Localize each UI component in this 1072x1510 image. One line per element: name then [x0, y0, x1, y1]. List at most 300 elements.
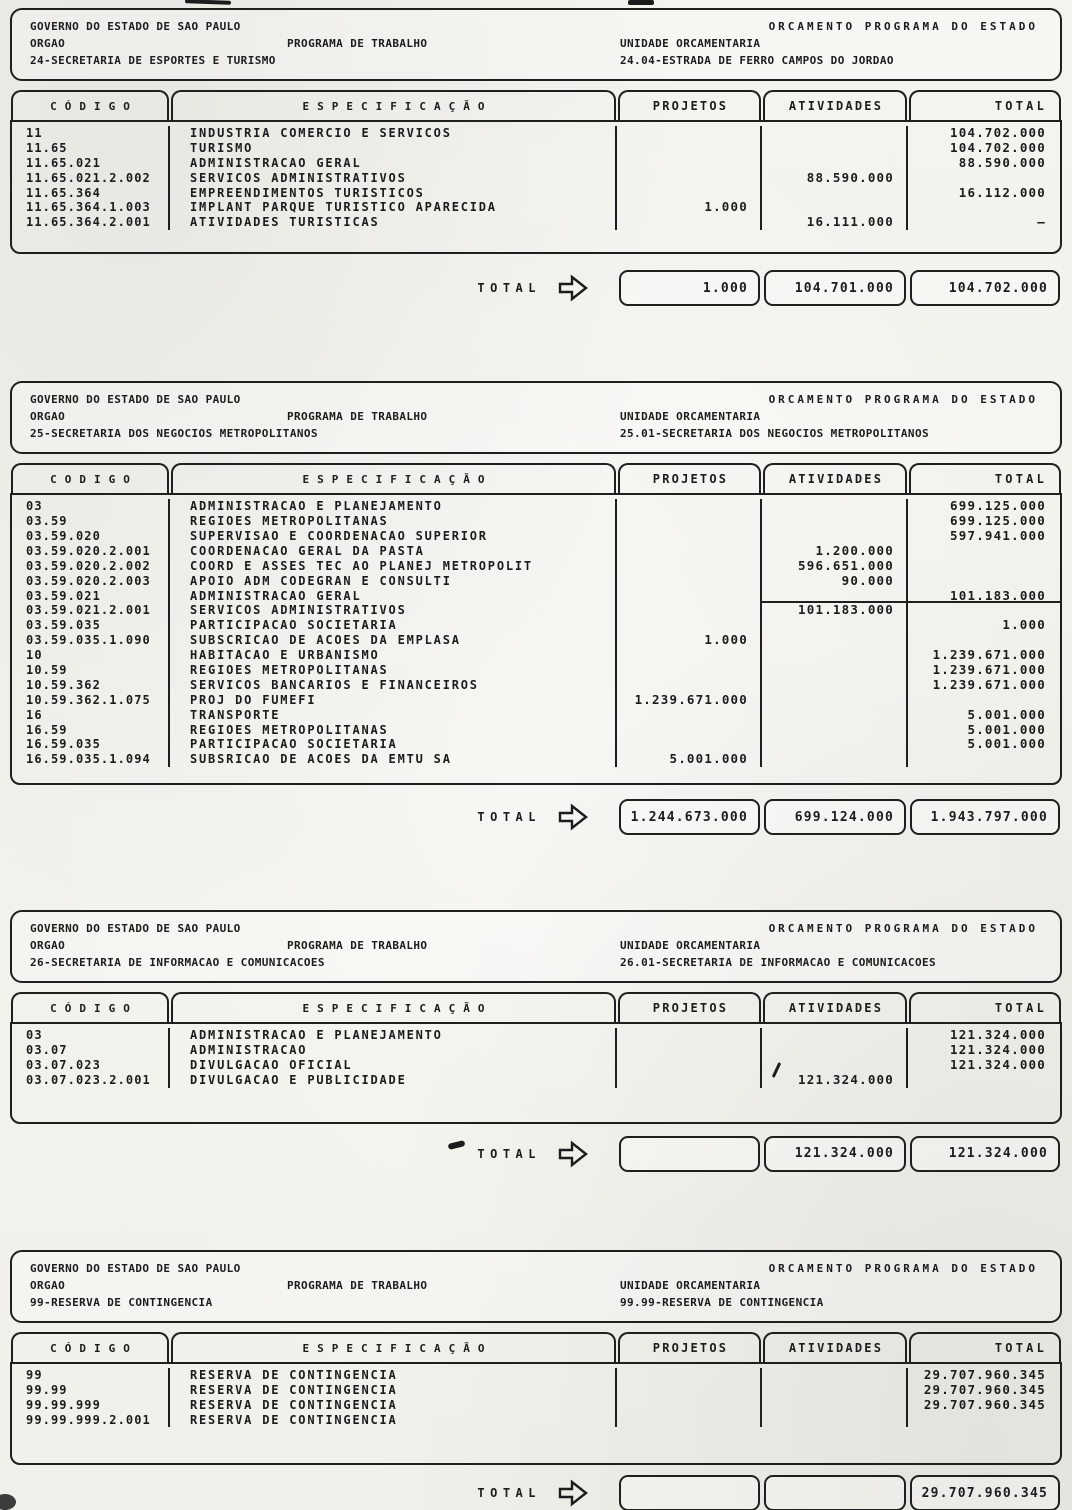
total-atividades-box: 104.701.000: [764, 270, 906, 306]
unidade-orcamentaria-label: UNIDADE ORCAMENTARIA: [620, 1278, 761, 1292]
row-codigo: 03.59.020.2.002: [12, 559, 170, 574]
row-projetos-value: [617, 589, 762, 604]
section-header-box: [10, 910, 1062, 983]
row-total-value: 104.702.000: [950, 125, 1046, 140]
table-total-row: [10, 270, 1062, 306]
row-projetos-value: [617, 544, 762, 559]
row-total-value: 101.183.000: [908, 589, 1060, 604]
table-row: [12, 186, 1060, 201]
row-codigo: 10.59.362.1.075: [12, 693, 170, 708]
row-atividades-value: 101.183.000: [762, 603, 908, 618]
total-projetos-box: [619, 1136, 760, 1172]
column-header-projetos: PROJETOS: [618, 463, 761, 493]
orgao-label: ORGAO: [30, 939, 66, 953]
row-projetos-value: 1.000: [617, 200, 762, 215]
table-column-headers: [10, 463, 1062, 493]
column-header-atividades: ATIVIDADES: [763, 992, 907, 1022]
table-row: [12, 499, 1060, 514]
row-projetos-value: [617, 663, 762, 678]
column-header-codigo: CÓDIGO: [11, 992, 169, 1022]
table-row: [12, 737, 1060, 752]
row-atividades-value: [762, 618, 908, 633]
row-atividades-value: [762, 648, 908, 663]
row-codigo: 03.07.023.2.001: [12, 1073, 170, 1088]
header-right-block: [596, 1260, 1060, 1311]
row-especificacao: RESERVA DE CONTINGENCIA: [170, 1383, 617, 1398]
row-codigo: 03.59.035: [12, 618, 170, 633]
budget-section: [10, 910, 1062, 1172]
row-projetos-value: [617, 723, 762, 738]
sections-container: [10, 8, 1062, 1510]
column-header-especificacao: ESPECIFICAÇÃO: [171, 90, 616, 120]
row-total-value: [908, 171, 1060, 186]
total-arrow-icon: [555, 1478, 591, 1508]
row-codigo: 10.59.362: [12, 678, 170, 693]
unidade-orcamentaria-label: UNIDADE ORCAMENTARIA: [620, 37, 761, 50]
row-especificacao: SERVICOS BANCARIOS E FINANCEIROS: [170, 678, 617, 693]
document-title: ORCAMENTO PROGRAMA DO ESTADO: [768, 20, 1038, 33]
row-especificacao: COORDENACAO GERAL DA PASTA: [170, 544, 617, 559]
total-label-group: [10, 273, 617, 303]
row-codigo: 99: [12, 1368, 170, 1383]
row-atividades-value: 88.590.000: [762, 171, 908, 186]
row-codigo: 10.59: [12, 663, 170, 678]
row-especificacao: RESERVA DE CONTINGENCIA: [170, 1398, 617, 1413]
budget-section: [10, 1250, 1062, 1510]
total-label: TOTAL: [477, 810, 541, 825]
row-codigo: 16.59.035.1.094: [12, 752, 170, 767]
table-row: [12, 1073, 1060, 1088]
row-atividades-value: [762, 693, 908, 708]
row-projetos-value: [617, 603, 762, 618]
orgao-line: [30, 937, 596, 954]
total-label: TOTAL: [477, 1486, 541, 1501]
row-total-value: 29.707.960.345: [923, 1366, 1046, 1382]
row-total-value: 699.125.000: [950, 513, 1046, 529]
total-arrow-icon: [555, 1139, 591, 1169]
table-row: [12, 1028, 1060, 1043]
table-row: [12, 1043, 1060, 1058]
row-codigo: 16.59: [12, 723, 170, 738]
column-header-total: TOTAL: [909, 1332, 1061, 1362]
row-atividades-value: [762, 499, 908, 514]
row-total-value: 104.702.000: [950, 139, 1046, 155]
row-total-value: [908, 200, 1060, 215]
row-codigo: 03: [12, 1028, 170, 1043]
unidade-orcamentaria-value: 25.01-SECRETARIA DOS NEGOCIOS METROPOLITANOS: [620, 427, 929, 441]
total-atividades-box: 121.324.000: [764, 1136, 906, 1172]
row-projetos-value: [617, 514, 762, 529]
row-projetos-value: [617, 156, 762, 171]
row-atividades-value: [762, 529, 908, 544]
header-left-block: [12, 1260, 596, 1311]
column-header-projetos: PROJETOS: [618, 1332, 761, 1362]
orgao-line: [30, 408, 596, 425]
total-label-group: [10, 802, 617, 832]
programa-de-trabalho-label: PROGRAMA DE TRABALHO: [287, 37, 428, 50]
row-especificacao: SUPERVISAO E COORDENACAO SUPERIOR: [170, 529, 617, 544]
row-especificacao: IMPLANT PARQUE TURISTICO APARECIDA: [170, 200, 617, 215]
row-atividades-value: 16.111.000: [762, 215, 908, 230]
row-total-value: [908, 693, 1060, 708]
row-especificacao: SERVICOS ADMINISTRATIVOS: [170, 603, 617, 618]
header-right-block: [596, 920, 1060, 971]
orgao-value: 25-SECRETARIA DOS NEGOCIOS METROPOLITANOS: [30, 427, 318, 441]
row-projetos-value: [617, 678, 762, 693]
scan-artifact-mark: [185, 0, 231, 5]
row-total-value: 1.239.671.000: [932, 662, 1046, 678]
government-title: GOVERNO DO ESTADO DE SAO PAULO: [30, 1261, 241, 1275]
row-projetos-value: 5.001.000: [617, 752, 762, 767]
unidade-orcamentaria-label: UNIDADE ORCAMENTARIA: [620, 939, 761, 953]
row-codigo: 03.59.020.2.001: [12, 544, 170, 559]
row-projetos-value: [617, 1043, 762, 1058]
row-projetos-value: [617, 141, 762, 156]
row-especificacao: REGIOES METROPOLITANAS: [170, 514, 617, 529]
row-projetos-value: [617, 126, 762, 141]
row-atividades-value: 596.651.000: [762, 559, 908, 574]
row-especificacao: PARTICIPACAO SOCIETARIA: [170, 618, 617, 633]
row-total-value: [908, 544, 1060, 559]
table-row: [12, 678, 1060, 693]
row-total-value: [908, 603, 1060, 618]
total-label-group: [10, 1478, 617, 1508]
row-codigo: 99.99.999.2.001: [12, 1413, 170, 1428]
row-atividades-value: 121.324.000: [762, 1073, 908, 1088]
programa-de-trabalho-label: PROGRAMA DE TRABALHO: [287, 1278, 428, 1292]
orgao-value: 26-SECRETARIA DE INFORMACAO E COMUNICACOES: [30, 956, 325, 970]
table-column-headers: [10, 992, 1062, 1022]
row-especificacao: ADMINISTRACAO: [170, 1043, 617, 1058]
table-total-row: [10, 799, 1062, 835]
row-total-value: 121.324.000: [950, 1057, 1046, 1073]
column-header-atividades: ATIVIDADES: [763, 1332, 907, 1362]
document-title: ORCAMENTO PROGRAMA DO ESTADO: [768, 1261, 1038, 1275]
total-projetos-box: 1.000: [619, 270, 760, 306]
row-total-value: —: [1037, 214, 1046, 230]
table-body: [10, 120, 1062, 254]
row-especificacao: INDUSTRIA COMERCIO E SERVICOS: [170, 126, 617, 141]
row-total-value: [908, 1413, 1060, 1428]
row-especificacao: SERVICOS ADMINISTRATIVOS: [170, 171, 617, 186]
row-projetos-value: [617, 1028, 762, 1043]
row-atividades-value: [762, 663, 908, 678]
row-atividades-value: [762, 1368, 908, 1383]
column-header-codigo: CÓDIGO: [11, 1332, 169, 1362]
row-projetos-value: [617, 1413, 762, 1428]
column-header-especificacao: ESPECIFICAÇÃO: [171, 1332, 616, 1362]
row-especificacao: APOIO ADM CODEGRAN E CONSULTI: [170, 574, 617, 589]
orgao-label: ORGAO: [30, 410, 66, 424]
table-row: [12, 723, 1060, 738]
table-row: [12, 514, 1060, 529]
budget-section: [10, 8, 1062, 306]
row-projetos-value: 1.239.671.000: [617, 693, 762, 708]
row-codigo: 11.65.021.2.002: [12, 171, 170, 186]
row-projetos-value: [617, 1073, 762, 1088]
row-especificacao: ADMINISTRACAO E PLANEJAMENTO: [170, 1028, 617, 1043]
row-codigo: 16: [12, 708, 170, 723]
row-total-value: 5.001.000: [967, 721, 1046, 737]
table-row: [12, 171, 1060, 186]
row-especificacao: ATIVIDADES TURISTICAS: [170, 215, 617, 230]
unidade-orcamentaria-value: 24.04-ESTRADA DE FERRO CAMPOS DO JORDAO: [620, 54, 894, 67]
table-row: [12, 574, 1060, 589]
row-codigo: 11.65: [12, 141, 170, 156]
document-title: ORCAMENTO PROGRAMA DO ESTADO: [768, 922, 1038, 936]
row-projetos-value: [617, 618, 762, 633]
table-row: [12, 663, 1060, 678]
table-body: [10, 493, 1062, 785]
row-especificacao: PROJ DO FUMEFI: [170, 693, 617, 708]
header-right-block: [596, 391, 1060, 442]
row-total-value: [908, 1073, 1060, 1088]
programa-de-trabalho-label: PROGRAMA DE TRABALHO: [287, 939, 428, 953]
table-row: [12, 200, 1060, 215]
section-header-box: [10, 1250, 1062, 1323]
table-row: [12, 559, 1060, 574]
row-atividades-value: [762, 186, 908, 201]
total-atividades-box: [764, 1475, 906, 1510]
row-especificacao: RESERVA DE CONTINGENCIA: [170, 1413, 617, 1428]
row-total-value: 1.239.671.000: [932, 676, 1046, 692]
total-total-box: 29.707.960.345: [910, 1475, 1060, 1510]
row-especificacao: REGIOES METROPOLITANAS: [170, 663, 617, 678]
scan-artifact-mark: [628, 0, 654, 5]
table-total-row: [10, 1136, 1062, 1172]
table-body: [10, 1362, 1062, 1466]
row-atividades-value: [762, 678, 908, 693]
section-header-box: [10, 8, 1062, 81]
row-especificacao: TRANSPORTE: [170, 708, 617, 723]
row-codigo: 03.07: [12, 1043, 170, 1058]
column-header-projetos: PROJETOS: [618, 90, 761, 120]
table-row: [12, 618, 1060, 633]
row-especificacao: REGIOES METROPOLITANAS: [170, 723, 617, 738]
row-projetos-value: [617, 574, 762, 589]
table-row: [12, 633, 1060, 648]
column-header-especificacao: ESPECIFICAÇÃO: [171, 992, 616, 1022]
total-projetos-box: 1.244.673.000: [619, 799, 760, 835]
table-row: [12, 544, 1060, 559]
row-projetos-value: [617, 1383, 762, 1398]
row-atividades-value: [762, 1043, 908, 1058]
row-atividades-value: [762, 141, 908, 156]
total-arrow-icon: [555, 273, 591, 303]
row-especificacao: TURISMO: [170, 141, 617, 156]
row-projetos-value: [617, 529, 762, 544]
table-row: [12, 648, 1060, 663]
row-codigo: 03.07.023: [12, 1058, 170, 1073]
table-row: [12, 693, 1060, 708]
row-total-value: [908, 574, 1060, 589]
table-row: [12, 603, 1060, 618]
row-codigo: 03.59.020.2.003: [12, 574, 170, 589]
row-total-value: 5.001.000: [967, 706, 1046, 722]
row-codigo: 99.99.999: [12, 1398, 170, 1413]
row-codigo: 03.59.021.2.001: [12, 603, 170, 618]
table-row: [12, 1383, 1060, 1398]
row-codigo: 11.65.364: [12, 186, 170, 201]
row-codigo: 03.59.021: [12, 589, 170, 604]
government-title: GOVERNO DO ESTADO DE SAO PAULO: [30, 20, 241, 33]
row-atividades-value: 1.200.000: [762, 544, 908, 559]
row-total-value: 121.324.000: [950, 1042, 1046, 1058]
row-especificacao: ADMINISTRACAO E PLANEJAMENTO: [170, 499, 617, 514]
column-header-especificacao: ESPECIFICAÇÃO: [171, 463, 616, 493]
row-especificacao: RESERVA DE CONTINGENCIA: [170, 1368, 617, 1383]
row-atividades-value: [762, 737, 908, 752]
orgao-line: [30, 35, 596, 52]
row-atividades-value: [762, 514, 908, 529]
row-atividades-value: [762, 723, 908, 738]
unidade-orcamentaria-value: 26.01-SECRETARIA DE INFORMACAO E COMUNICACOES: [620, 956, 937, 970]
row-projetos-value: [617, 215, 762, 230]
row-total-value: 699.125.000: [950, 498, 1046, 514]
row-especificacao: DIVULGACAO E PUBLICIDADE: [170, 1073, 617, 1088]
total-atividades-box: 699.124.000: [764, 799, 906, 835]
row-especificacao: COORD E ASSES TEC AO PLANEJ METROPOLIT: [170, 559, 617, 574]
table-row: [12, 1368, 1060, 1383]
row-atividades-value: [762, 1058, 908, 1073]
column-header-atividades: ATIVIDADES: [763, 90, 907, 120]
row-total-value: [908, 559, 1060, 574]
row-atividades-value: [762, 200, 908, 215]
row-especificacao: ADMINISTRACAO GERAL: [170, 156, 617, 171]
column-header-total: TOTAL: [909, 463, 1061, 493]
row-total-value: [908, 752, 1060, 767]
total-arrow-icon: [555, 802, 591, 832]
table-body: [10, 1022, 1062, 1124]
table-row: [12, 1413, 1060, 1428]
row-atividades-value: [762, 708, 908, 723]
row-projetos-value: [617, 708, 762, 723]
row-projetos-value: [617, 1398, 762, 1413]
budget-section: [10, 381, 1062, 835]
table-row: [12, 156, 1060, 171]
document-title: ORCAMENTO PROGRAMA DO ESTADO: [768, 393, 1038, 407]
row-codigo: 03.59: [12, 514, 170, 529]
row-atividades-value: 90.000: [762, 574, 908, 589]
orgao-line: [30, 1277, 596, 1294]
row-total-value: 88.590.000: [958, 154, 1046, 170]
total-total-box: 121.324.000: [910, 1136, 1060, 1172]
header-left-block: [12, 391, 596, 442]
row-especificacao: DIVULGACAO OFICIAL: [170, 1058, 617, 1073]
row-atividades-value: [762, 1398, 908, 1413]
government-title: GOVERNO DO ESTADO DE SAO PAULO: [30, 393, 241, 407]
row-codigo: 11.65.364.1.003: [12, 200, 170, 215]
row-codigo: 10: [12, 648, 170, 663]
row-codigo: 03.59.035.1.090: [12, 633, 170, 648]
section-header-box: [10, 381, 1062, 454]
row-projetos-value: [617, 1368, 762, 1383]
row-atividades-value: [762, 156, 908, 171]
row-total-value: [908, 633, 1060, 648]
table-row: [12, 708, 1060, 723]
row-projetos-value: [617, 648, 762, 663]
row-total-value: 16.112.000: [958, 184, 1046, 200]
column-header-projetos: PROJETOS: [618, 992, 761, 1022]
row-atividades-value: [762, 1383, 908, 1398]
table-row: [12, 1398, 1060, 1413]
row-codigo: 03: [12, 499, 170, 514]
row-codigo: 11: [12, 126, 170, 141]
total-label: TOTAL: [477, 1146, 541, 1161]
header-left-block: [12, 18, 596, 69]
table-row: [12, 589, 1060, 604]
total-total-box: 104.702.000: [910, 270, 1060, 306]
row-projetos-value: 1.000: [617, 633, 762, 648]
header-right-block: [596, 18, 1060, 69]
table-row: [12, 1058, 1060, 1073]
row-total-value: 29.707.960.345: [923, 1381, 1046, 1397]
row-especificacao: ADMINISTRACAO GERAL: [170, 589, 617, 604]
row-atividades-value: [762, 752, 908, 767]
row-atividades-value: [762, 126, 908, 141]
row-especificacao: SUBSRICAO DE ACOES DA EMTU SA: [170, 752, 617, 767]
row-projetos-value: [617, 186, 762, 201]
orgao-label: ORGAO: [30, 1278, 66, 1292]
row-codigo: 11.65.021: [12, 156, 170, 171]
row-especificacao: HABITACAO E URBANISMO: [170, 648, 617, 663]
table-row: [12, 141, 1060, 156]
column-header-codigo: CÓDIGO: [11, 90, 169, 120]
row-codigo: 99.99: [12, 1383, 170, 1398]
row-codigo: 11.65.364.2.001: [12, 215, 170, 230]
row-total-value: 1.239.671.000: [932, 647, 1046, 663]
unidade-orcamentaria-label: UNIDADE ORCAMENTARIA: [620, 410, 761, 424]
row-especificacao: SUBSCRICAO DE ACOES DA EMPLASA: [170, 633, 617, 648]
row-total-value: 5.001.000: [967, 736, 1046, 752]
column-header-total: TOTAL: [909, 992, 1061, 1022]
table-row: [12, 215, 1060, 230]
row-projetos-value: [617, 737, 762, 752]
row-total-value: 29.707.960.345: [923, 1396, 1046, 1412]
table-column-headers: [10, 90, 1062, 120]
row-projetos-value: [617, 1058, 762, 1073]
table-row: [12, 529, 1060, 544]
total-label-group: [10, 1139, 617, 1169]
table-row: [12, 752, 1060, 767]
total-projetos-box: [619, 1475, 760, 1510]
row-total-value: 121.324.000: [950, 1027, 1046, 1043]
programa-de-trabalho-label: PROGRAMA DE TRABALHO: [287, 410, 428, 424]
row-atividades-value: [762, 1413, 908, 1428]
row-projetos-value: [617, 499, 762, 514]
column-header-atividades: ATIVIDADES: [763, 463, 907, 493]
row-atividades-value: [762, 1028, 908, 1043]
row-projetos-value: [617, 559, 762, 574]
government-title: GOVERNO DO ESTADO DE SAO PAULO: [30, 922, 241, 936]
table-total-row: [10, 1475, 1062, 1510]
row-codigo: 16.59.035: [12, 737, 170, 752]
row-atividades-value: [762, 633, 908, 648]
orgao-value: 99-RESERVA DE CONTINGENCIA: [30, 1295, 213, 1309]
table-column-headers: [10, 1332, 1062, 1362]
column-header-codigo: CODIGO: [11, 463, 169, 493]
orgao-label: ORGAO: [30, 37, 66, 50]
row-total-value: 597.941.000: [950, 528, 1046, 544]
row-total-value: 1.000: [1002, 617, 1046, 633]
unidade-orcamentaria-value: 99.99-RESERVA DE CONTINGENCIA: [620, 1295, 824, 1309]
row-especificacao: PARTICIPACAO SOCIETARIA: [170, 737, 617, 752]
row-especificacao: EMPREENDIMENTOS TURISTICOS: [170, 186, 617, 201]
table-row: [12, 126, 1060, 141]
row-atividades-value: [762, 589, 908, 604]
column-header-total: TOTAL: [909, 90, 1061, 120]
orgao-value: 24-SECRETARIA DE ESPORTES E TURISMO: [30, 54, 276, 67]
